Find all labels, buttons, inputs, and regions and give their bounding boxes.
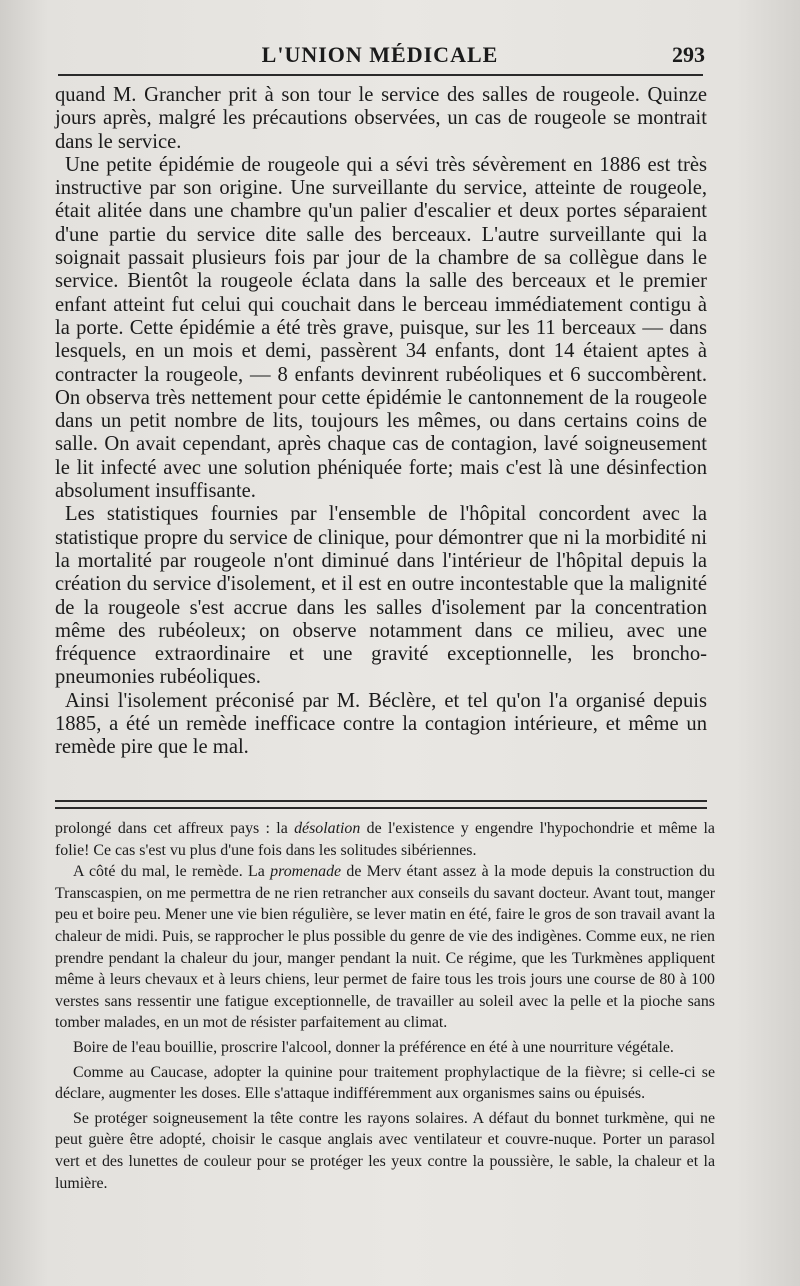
main-text xyxy=(55,84,707,760)
footnote-paragraph-5: Se protéger soigneusement la tête contre les rayons solaires. A défaut du bonnet turkmène, qui ne peut guère être adopté, choisir le casque anglais avec ventilateur et couvre-nuque. Porter un parasol vert et des lunettes de couleur pour se protéger les yeux contre la poussière, le sable, la chaleur et la lumière. xyxy=(55,1109,715,1192)
footnote-text-run: A côté du mal, le remède. La xyxy=(73,863,271,881)
footnote-text-run: de l'existence y engendre l'hypochondrie et même la folie! Ce cas s'est vu plus d'une fois dans les solitudes sibériennes. xyxy=(55,820,715,859)
running-header xyxy=(55,40,705,70)
footnote-text-run: prolongé dans cet affreux pays : la xyxy=(55,820,295,837)
emphasis-desolation: désolation xyxy=(294,820,361,837)
journal-title: L'UNION MÉDICALE xyxy=(261,42,499,67)
main-paragraph-4: Ainsi l'isolement préconisé par M. Béclère, et tel qu'on l'a organisé depuis 1885, a été un remède inefficace contre la contagion intérieure, et même un remède pire que le mal. xyxy=(55,689,707,759)
footnote-paragraph-3: Boire de l'eau bouillie, proscrire l'alcool, donner la préférence en été à une nourriture végétale. xyxy=(73,1038,674,1056)
main-paragraph-2: Une petite épidémie de rougeole qui a sévi très sévèrement en 1886 est très instructive par son origine. Une surveillante du service, atteinte de rougeole, était alitée dans une chambre qu'un palier d'escalier et deux portes séparaient d'une partie du service dite salle des berceaux. L'autre surveillante qui la soignait passait plusieurs fois par jour de la chambre de sa collègue dans le service. Bientôt la rougeole éclata dans la salle des berceaux et le premier enfant atteint fut celui qui couchait dans le berceau immédiatement contigu à la porte. Cette épidémie a été très grave, puisque, sur les 11 berceaux — dans lesquels, en un mois et demi, passèrent 34 enfants, dont 14 étaient aptes à contracter la rougeole, — 8 enfants devinrent rubéoliques et 6 succombèrent. On observa très nettement pour cette épidémie le cantonnement de la rougeole dans un petit nombre de lits, toujours les mêmes, ou dans certains coins de salle. On avait cependant, après chaque cas de contagion, lavé soigneusement le lit infecté avec une solution phéniquée forte; mais c'est là une désinfection absolument insuffisante. xyxy=(55,153,707,503)
main-paragraph-1: quand M. Grancher prit à son tour le service des salles de rougeole. Quinze jours après, malgré les précautions observées, un cas de rougeole se montrait dans le service. xyxy=(55,84,707,153)
footnote-paragraph-1 xyxy=(55,818,715,861)
main-paragraph-3: Les statistiques fournies par l'ensemble de l'hôpital concordent avec la statistique propre du service de clinique, pour démontrer que ni la morbidité ni la mortalité par rougeole n'ont diminué dans l'intérieur de l'hôpital depuis la création du service d'isolement, et il est en outre incontestable que la malignité de la rougeole s'est accrue dans les salles d'isolement par la concentration même des rubéoleux; on observe notamment dans ce milieu, avec une fréquence extraordinaire et une gravité exceptionnelle, les broncho-pneumonies rubéoliques. xyxy=(55,503,707,689)
emphasis-promenade: promenade xyxy=(270,863,342,881)
page-number: 293 xyxy=(672,42,705,67)
footnote-paragraph-4: Comme au Caucase, adopter la quinine pour traitement prophylactique de la fièvre; si celle-ci se déclare, augmenter les doses. Elle s'attaque indifféremment aux organismes sains ou épuisés. xyxy=(55,1063,715,1103)
footnote-separator xyxy=(55,800,707,809)
header-rule xyxy=(58,74,703,76)
footnote-text-run: de Merv étant assez à la mode depuis la construction du Transcaspien, on me permettra de ne rien retrancher aux conseils du savant docteur. Avant tout, manger peu et boire peu. Mener une vie bien régulière, se lever matin en été, faire le gros de son travail avant la chaleur de midi. Puis, se rapprocher le plus possible du genre de vie des indigènes. Comme eux, ne rien prendre pendant la chaleur du jour, manger pendant la nuit. Ce régime, que les Turkmènes appliquent même à leurs chevaux et à leurs chiens, leur permet de faire tous les trois jours une course de 80 à 100 verstes sans ressentir une fatigue exceptionnelle, de travailler au soleil avec la pelle et la pioche sans tomber malades, en un mot de résister parfaitement au climat. xyxy=(55,863,715,1032)
footnote-paragraph-2 xyxy=(55,861,715,1034)
footnote-text xyxy=(55,818,715,1194)
